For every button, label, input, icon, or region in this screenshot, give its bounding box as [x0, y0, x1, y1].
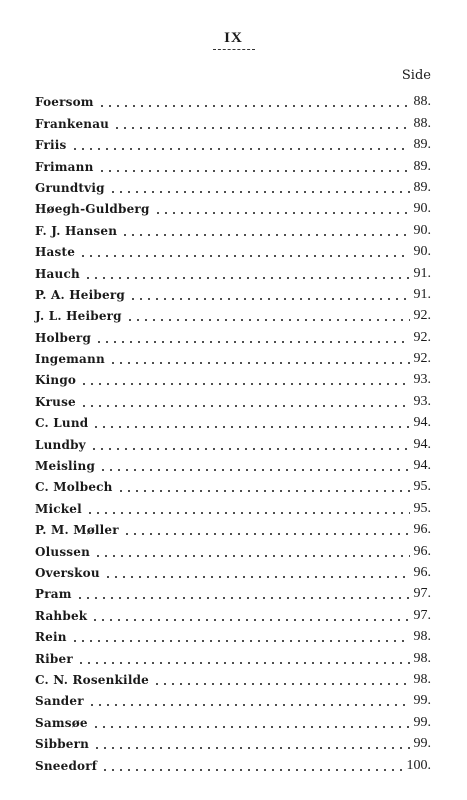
toc-entry-name: Lundby	[35, 437, 86, 452]
toc-entry-page: 97.	[413, 586, 431, 602]
toc-entry-page: 93.	[413, 372, 431, 388]
dot-leader	[71, 148, 410, 150]
toc-entry-page: 95.	[413, 500, 431, 516]
toc-entry-name: C. Molbech	[35, 480, 113, 495]
toc-entry-page: 94.	[413, 436, 431, 452]
toc-entry-name: Friis	[35, 138, 67, 153]
dot-leader	[129, 298, 410, 300]
toc-entry	[35, 175, 431, 196]
toc-entry-page: 96.	[413, 564, 431, 580]
dot-leader	[90, 448, 410, 450]
toc-entry	[35, 731, 431, 752]
toc-entry-name: F. J. Hansen	[35, 223, 118, 238]
toc-entry-page: 98.	[413, 629, 431, 645]
toc-entry-page: 98.	[413, 671, 431, 687]
toc-entry-name: Frankenau	[35, 116, 110, 131]
toc-entry-page: 89.	[413, 179, 431, 195]
dot-leader	[86, 512, 410, 514]
toc-entry	[35, 239, 431, 260]
toc-entry	[35, 709, 431, 730]
toc-entry-page: 96.	[413, 522, 431, 538]
dot-leader	[92, 726, 410, 728]
toc-entry-page: 92.	[413, 308, 431, 324]
toc-entry-page: 96.	[413, 543, 431, 559]
toc-entry-name: Foersom	[35, 95, 94, 110]
toc-entry-page: 93.	[413, 393, 431, 409]
toc-entry-page: 92.	[413, 329, 431, 345]
toc-entry-page: 94.	[413, 415, 431, 431]
toc-entry	[35, 282, 431, 303]
dot-leader	[93, 747, 409, 749]
dot-leader	[79, 255, 409, 257]
toc-entry	[35, 624, 431, 645]
toc-entry-name: Olussen	[35, 544, 91, 559]
toc-entry-name: Hauch	[35, 266, 80, 281]
toc-entry-page: 94.	[413, 458, 431, 474]
toc-entry	[35, 517, 431, 538]
toc-entry-name: Sibbern	[35, 737, 90, 752]
dot-leader	[121, 234, 409, 236]
toc-entry	[35, 153, 431, 174]
toc-entry-name: J. L. Heiberg	[35, 309, 122, 324]
toc-entry-name: Frimann	[35, 159, 94, 174]
dot-leader	[71, 640, 410, 642]
dot-leader	[104, 576, 410, 578]
toc-entry	[35, 110, 431, 131]
toc-entry	[35, 260, 431, 281]
toc-entry	[35, 346, 431, 367]
dot-leader	[98, 105, 410, 107]
dot-leader	[80, 383, 409, 385]
toc-entry-page: 98.	[413, 650, 431, 666]
toc-entry	[35, 410, 431, 431]
toc-entry-name: C. N. Rosenkilde	[35, 672, 150, 687]
toc-entry-name: Høegh-Guldberg	[35, 202, 150, 217]
dot-leader	[92, 426, 409, 428]
toc-entry	[35, 217, 431, 238]
header-rule	[213, 49, 255, 50]
toc-entry-name: Mickel	[35, 501, 82, 516]
toc-entry-page: 90.	[413, 201, 431, 217]
toc-entry	[35, 431, 431, 452]
toc-entry-name: Kruse	[35, 394, 76, 409]
toc-entry-name: C. Lund	[35, 416, 89, 431]
toc-entry	[35, 560, 431, 581]
toc-entry-page: 99.	[413, 714, 431, 730]
toc-entry-name: Sander	[35, 694, 84, 709]
toc-entry	[35, 495, 431, 516]
dot-leader	[109, 362, 410, 364]
toc-entry-page: 90.	[413, 244, 431, 260]
toc-entry	[35, 474, 431, 495]
toc-entry-name: Rahbek	[35, 608, 88, 623]
dot-leader	[98, 170, 410, 172]
toc-entry-name: Kingo	[35, 373, 77, 388]
dot-leader	[101, 769, 402, 771]
dot-leader	[117, 490, 410, 492]
toc-entry-page: 88.	[413, 94, 431, 110]
table-of-contents	[35, 89, 431, 774]
dot-leader	[80, 405, 410, 407]
dot-leader	[123, 533, 410, 535]
toc-entry-page: 99.	[413, 693, 431, 709]
toc-entry	[35, 324, 431, 345]
toc-entry-name: Samsøe	[35, 715, 88, 730]
toc-entry-page: 90.	[413, 222, 431, 238]
toc-entry-name: P. A. Heiberg	[35, 287, 125, 302]
dot-leader	[126, 319, 410, 321]
dot-leader	[154, 212, 410, 214]
dot-leader	[113, 127, 409, 129]
toc-entry	[35, 602, 431, 623]
toc-entry	[35, 645, 431, 666]
toc-entry-page: 91.	[413, 286, 431, 302]
toc-entry-page: 97.	[413, 607, 431, 623]
toc-entry	[35, 132, 431, 153]
toc-entry	[35, 538, 431, 559]
toc-entry-name: Meisling	[35, 459, 96, 474]
dot-leader	[153, 683, 409, 685]
toc-entry	[35, 667, 431, 688]
dot-leader	[94, 555, 409, 557]
dot-leader	[109, 191, 410, 193]
toc-entry-name: Holberg	[35, 330, 92, 345]
dot-leader	[76, 597, 410, 599]
toc-entry-name: Overskou	[35, 565, 100, 580]
toc-entry-name: Riber	[35, 651, 73, 666]
page-number: IX	[224, 30, 243, 46]
dot-leader	[77, 662, 410, 664]
toc-entry	[35, 89, 431, 110]
column-header-side: Side	[401, 68, 431, 83]
toc-entry	[35, 196, 431, 217]
dot-leader	[84, 277, 410, 279]
dot-leader	[91, 619, 409, 621]
toc-entry-page: 100.	[406, 757, 431, 773]
toc-entry-page: 95.	[413, 479, 431, 495]
toc-entry	[35, 367, 431, 388]
toc-entry	[35, 688, 431, 709]
dot-leader	[95, 341, 409, 343]
toc-entry-page: 88.	[413, 115, 431, 131]
dot-leader	[88, 704, 410, 706]
toc-entry-page: 99.	[413, 736, 431, 752]
toc-entry	[35, 453, 431, 474]
toc-entry	[35, 581, 431, 602]
toc-entry-name: Sneedorf	[35, 758, 98, 773]
toc-entry-name: Haste	[35, 245, 76, 260]
toc-entry-page: 91.	[413, 265, 431, 281]
toc-entry-name: P. M. Møller	[35, 523, 119, 538]
toc-entry	[35, 752, 431, 773]
toc-entry-page: 89.	[413, 158, 431, 174]
dot-leader	[99, 469, 409, 471]
toc-entry-page: 92.	[413, 351, 431, 367]
toc-entry-name: Grundtvig	[35, 180, 105, 195]
toc-entry-name: Pram	[35, 587, 72, 602]
toc-entry	[35, 303, 431, 324]
toc-entry	[35, 388, 431, 409]
toc-entry-name: Ingemann	[35, 352, 105, 367]
toc-entry-name: Rein	[35, 630, 67, 645]
toc-entry-page: 89.	[413, 137, 431, 153]
